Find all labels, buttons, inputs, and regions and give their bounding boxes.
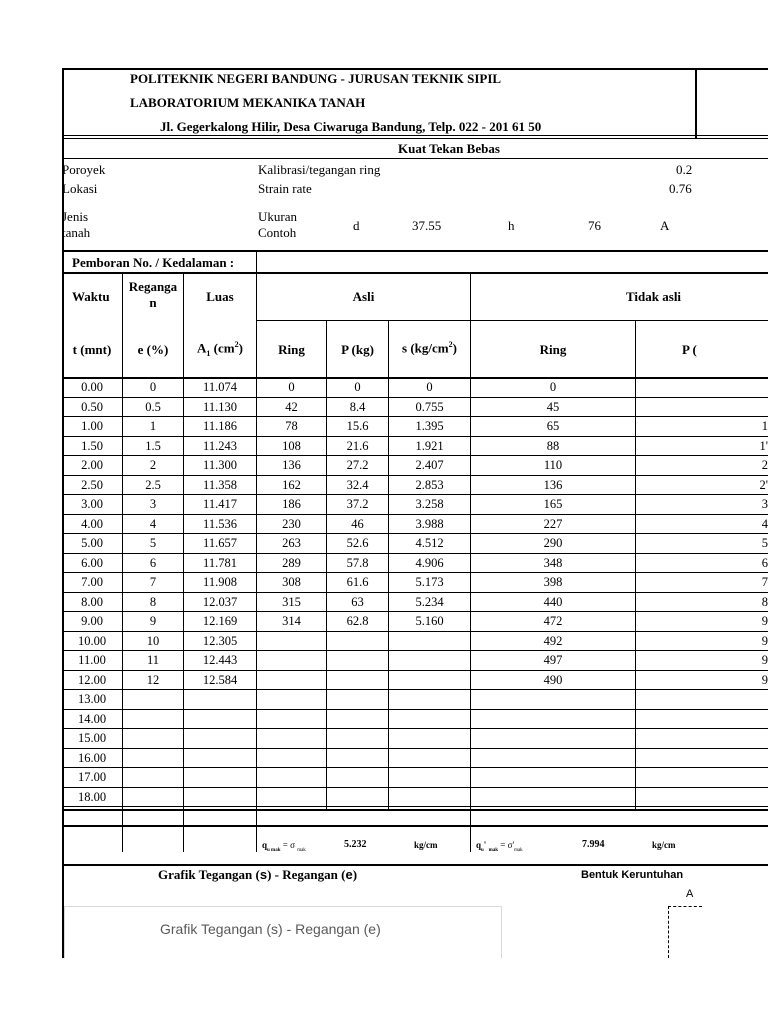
cell-ring2 — [471, 690, 635, 709]
cell-p — [327, 729, 388, 748]
cell-s: 0.755 — [415, 400, 444, 414]
col-header-luas: Luas — [206, 289, 234, 304]
summary-bottom-border — [62, 864, 768, 866]
cell-s: 5.234 — [415, 595, 444, 609]
failure-sketch-frame-top — [668, 906, 702, 908]
cell-a: 11.186 — [203, 419, 237, 433]
tanah-label: tanah — [62, 225, 91, 240]
cell-t: 4.00 — [81, 517, 103, 531]
cell-p: 8.4 — [349, 400, 366, 414]
cell-t: 7.00 — [81, 575, 103, 589]
graph-caption: Grafik Tegangan (s) - Regangan (e) — [158, 867, 358, 882]
header-right-border — [695, 68, 697, 138]
cell-s: 5.173 — [415, 575, 444, 589]
col-header-regangan-1: Reganga — [128, 279, 178, 294]
cell-e: 0.5 — [145, 400, 161, 414]
cell-a: 11.130 — [203, 400, 237, 414]
cell-p2: 2' — [759, 478, 768, 492]
cell-p: 15.6 — [346, 419, 369, 433]
cell-e — [123, 710, 183, 729]
diameter-label: d — [353, 218, 360, 233]
kalibrasi-label: Kalibrasi/tegangan ring — [258, 162, 381, 177]
cell-p2 — [636, 398, 768, 417]
cell-ring: 186 — [282, 497, 301, 511]
cell-t: 3.00 — [81, 497, 103, 511]
cell-s — [389, 632, 470, 651]
cell-t: 16.00 — [77, 751, 107, 765]
bentuk-a-label: A — [686, 888, 694, 900]
cell-p2: 3 — [761, 497, 768, 511]
cell-a — [184, 768, 256, 787]
cell-ring — [257, 690, 326, 709]
cell-ring2: 348 — [543, 556, 563, 570]
cell-t: 1.00 — [81, 419, 103, 433]
col-header-p-remolded: P ( — [682, 342, 697, 357]
strain-rate-value: 0.76 — [669, 181, 692, 196]
cell-p: 32.4 — [346, 478, 369, 492]
cell-p — [327, 710, 388, 729]
diameter-value: 37.55 — [412, 218, 442, 233]
jenis-label: Jenis — [62, 209, 88, 224]
cell-p: 27.2 — [346, 458, 369, 472]
height-label: h — [508, 218, 515, 233]
cell-a: 12.584 — [202, 673, 238, 687]
cell-e: 9 — [149, 614, 157, 628]
cell-s: 0 — [426, 380, 433, 394]
cell-ring2: 490 — [543, 673, 563, 687]
col-header-asli: Asli — [352, 289, 375, 304]
cell-p2 — [636, 378, 768, 397]
cell-p — [327, 651, 388, 670]
cell-p2 — [636, 729, 768, 748]
cell-t: 17.00 — [77, 770, 107, 784]
cell-t: 10.00 — [77, 634, 107, 648]
cell-e — [123, 768, 183, 787]
cell-ring: 315 — [282, 595, 301, 609]
cell-t: 2.00 — [81, 458, 103, 472]
cell-ring2 — [471, 788, 635, 807]
body-bottom-border — [62, 809, 768, 811]
cell-e: 11 — [146, 653, 160, 667]
cell-e: 10 — [146, 634, 160, 648]
header-divider-2 — [62, 138, 768, 139]
cell-a: 11.243 — [203, 439, 237, 453]
cell-s — [389, 788, 470, 807]
cell-p — [327, 768, 388, 787]
cell-e — [123, 749, 183, 768]
cell-e — [123, 690, 183, 709]
header-divider-1 — [62, 135, 768, 136]
cell-ring2: 45 — [546, 400, 560, 414]
col-header-e-unit: e (%) — [137, 342, 169, 357]
cell-s: 4.906 — [415, 556, 444, 570]
cell-e: 1.5 — [145, 439, 161, 453]
cell-a — [184, 788, 256, 807]
row-divider — [62, 826, 768, 827]
cell-s: 1.921 — [415, 439, 444, 453]
bentuk-keruntuhan-label: Bentuk Keruntuhan — [581, 869, 684, 881]
cell-s — [389, 651, 470, 670]
col-header-stress: s $(kg/cm^2)$ — [402, 340, 457, 356]
kalibrasi-value: 0.2 — [676, 162, 693, 177]
cell-e — [123, 729, 183, 748]
cell-p — [327, 632, 388, 651]
cell-a: 12.305 — [202, 634, 238, 648]
qu-formula: $q_{u mak} = \sigma$ $_{mak}$ — [262, 840, 306, 853]
cell-s: 5.160 — [415, 614, 444, 628]
height-value: 76 — [588, 218, 601, 233]
qu-value: 5.232 — [344, 839, 367, 850]
cell-t: 6.00 — [81, 556, 103, 570]
cell-a: 11.657 — [203, 536, 237, 550]
cell-t: 12.00 — [77, 673, 107, 687]
qu-remolded-unit: kg/cm — [652, 840, 676, 850]
cell-s — [389, 749, 470, 768]
pemboran-label: Pemboran No. / Kedalaman : — [72, 255, 235, 270]
cell-p2: 9 — [761, 673, 768, 687]
cell-ring: 314 — [282, 614, 301, 628]
cell-p: 63 — [351, 595, 364, 609]
cell-p: 57.8 — [346, 556, 369, 570]
cell-p2: 1 — [761, 419, 768, 433]
cell-a — [184, 729, 256, 748]
chart-title: Grafik Tegangan (s) - Regangan (e) — [160, 921, 381, 937]
cell-p: 0 — [354, 380, 361, 394]
cell-s: 2.407 — [415, 458, 444, 472]
cell-p2: 9 — [761, 634, 768, 648]
cell-p2: 5 — [761, 536, 768, 550]
cell-ring: 289 — [282, 556, 301, 570]
cell-a: 12.169 — [202, 614, 238, 628]
address-line: Jl. Gegerkalong Hilir, Desa Ciwaruga Bandung, Telp. 022 - 201 61 50 — [160, 119, 542, 134]
cell-p — [327, 788, 388, 807]
cell-t: 9.00 — [81, 614, 103, 628]
cell-ring: 136 — [282, 458, 301, 472]
cell-e: 6 — [149, 556, 157, 570]
cell-ring2: 88 — [546, 439, 560, 453]
col-header-t-unit: t (mnt) — [72, 342, 112, 357]
cell-ring: 42 — [285, 400, 298, 414]
cell-ring: 108 — [282, 439, 301, 453]
cell-ring — [257, 729, 326, 748]
lokasi-label: Lokasi — [62, 181, 98, 196]
col-header-tidak-asli: Tidak asli — [626, 289, 682, 304]
cell-p2: 9 — [761, 614, 768, 628]
cell-s: 3.988 — [415, 517, 444, 531]
cell-p2 — [636, 768, 768, 787]
cell-ring: 0 — [288, 380, 295, 394]
cell-t: 1.50 — [81, 439, 103, 453]
laboratory-title: LABORATORIUM MEKANIKA TANAH — [130, 95, 366, 110]
cell-p: 37.2 — [346, 497, 369, 511]
cell-s — [389, 690, 470, 709]
section-title: Kuat Tekan Bebas — [398, 141, 500, 156]
cell-t: 14.00 — [77, 712, 107, 726]
cell-s — [389, 729, 470, 748]
cell-ring — [257, 671, 326, 690]
cell-ring2 — [471, 729, 635, 748]
cell-ring2: 398 — [543, 575, 563, 589]
cell-t: 8.00 — [81, 595, 103, 609]
cell-e: 2 — [149, 458, 157, 472]
cell-t: 0.50 — [81, 400, 103, 414]
cell-p: 21.6 — [346, 439, 369, 453]
col-header-p-kg: P (kg) — [341, 342, 374, 357]
cell-p2 — [636, 788, 768, 807]
cell-a: 11.536 — [203, 517, 237, 531]
cell-p2: 6 — [761, 556, 768, 570]
cell-e — [123, 788, 183, 807]
cell-a — [184, 710, 256, 729]
cell-p2: 2 — [761, 458, 768, 472]
header-divider-3 — [62, 158, 768, 159]
cell-p — [327, 749, 388, 768]
cell-e: 5 — [149, 536, 157, 550]
cell-ring: 263 — [282, 536, 301, 550]
cell-p: 52.6 — [346, 536, 369, 550]
cell-p — [327, 671, 388, 690]
cell-ring2 — [471, 768, 635, 787]
ukuran-label: Ukuran — [258, 209, 297, 224]
cell-ring2 — [471, 749, 635, 768]
institution-title: POLITEKNIK NEGERI BANDUNG - JURUSAN TEKNIK SIPIL — [130, 71, 502, 86]
cell-p: 62.8 — [346, 614, 369, 628]
cell-e: 7 — [149, 575, 157, 589]
cell-p2: 8 — [761, 595, 768, 609]
cell-a: 11.074 — [203, 380, 237, 394]
cell-a: 11.781 — [203, 556, 237, 570]
cell-p: 61.6 — [346, 575, 369, 589]
cell-p — [327, 690, 388, 709]
cell-e: 1 — [149, 419, 157, 433]
cell-a — [184, 749, 256, 768]
cell-ring: 162 — [282, 478, 301, 492]
cell-s: 4.512 — [415, 536, 444, 550]
cell-ring2: 497 — [543, 653, 563, 667]
cell-e: 3 — [149, 497, 157, 511]
cell-t: 2.50 — [81, 478, 103, 492]
cell-p2 — [636, 749, 768, 768]
cell-ring2: 440 — [543, 595, 563, 609]
cell-a: 11.417 — [203, 497, 237, 511]
strain-rate-label: Strain rate — [258, 181, 312, 196]
cell-p2: 4 — [761, 517, 768, 531]
cell-p2 — [636, 690, 768, 709]
cell-p2: 9 — [761, 653, 768, 667]
cell-t: 0.00 — [81, 380, 103, 394]
cell-s: 2.853 — [415, 478, 444, 492]
lab-sheet — [62, 68, 768, 958]
qu-unit: kg/cm — [414, 840, 438, 850]
pemboran-divider — [256, 250, 257, 272]
cell-t: 5.00 — [81, 536, 103, 550]
col-header-waktu: Waktu — [72, 289, 110, 304]
cell-s — [389, 768, 470, 787]
cell-ring2: 472 — [543, 614, 563, 628]
cell-ring: 308 — [282, 575, 301, 589]
asli-subheader-line — [256, 320, 768, 321]
cell-ring2: 227 — [543, 517, 563, 531]
cell-ring: 230 — [282, 517, 301, 531]
col-header-ring: Ring — [278, 342, 305, 357]
cell-ring2 — [471, 710, 635, 729]
cell-e: 4 — [149, 517, 157, 531]
failure-sketch-frame — [668, 906, 670, 958]
cell-ring2: 0 — [549, 380, 557, 394]
cell-a — [184, 690, 256, 709]
qu-remolded-formula: $q_u'$ $_{mak} = \sigma'_{mak}$ — [476, 840, 523, 853]
cell-ring — [257, 749, 326, 768]
cell-s: 3.258 — [415, 497, 444, 511]
col-header-ring-remolded: Ring — [539, 342, 567, 357]
col-header-regangan-2: n — [149, 295, 157, 310]
cell-t: 15.00 — [77, 731, 107, 745]
cell-ring — [257, 768, 326, 787]
cell-s — [389, 671, 470, 690]
cell-ring2: 492 — [543, 634, 563, 648]
cell-s — [389, 710, 470, 729]
cell-ring — [257, 710, 326, 729]
cell-e: 2.5 — [145, 478, 161, 492]
contoh-label: Contoh — [258, 225, 297, 240]
stress-strain-chart-frame[interactable] — [64, 906, 502, 958]
cell-ring — [257, 632, 326, 651]
cell-ring2: 136 — [543, 478, 563, 492]
cell-a: 12.443 — [202, 653, 238, 667]
cell-ring2: 165 — [543, 497, 563, 511]
cell-ring — [257, 651, 326, 670]
cell-e: 0 — [149, 380, 157, 394]
cell-p2: 7 — [761, 575, 768, 589]
qu-remolded-value: 7.994 — [582, 839, 605, 850]
cell-a: 11.358 — [203, 478, 237, 492]
cell-ring2: 65 — [546, 419, 560, 433]
cell-e: 8 — [149, 595, 157, 609]
cell-a: 12.037 — [202, 595, 238, 609]
area-label: A — [660, 218, 670, 233]
cell-e: 12 — [146, 673, 160, 687]
cell-p2: 1' — [759, 439, 768, 453]
proyek-label: Poroyek — [62, 162, 106, 177]
cell-ring2: 110 — [543, 458, 563, 472]
cell-s: 1.395 — [415, 419, 444, 433]
cell-ring — [257, 788, 326, 807]
cell-t: 18.00 — [77, 790, 107, 804]
pemboran-top-border — [62, 250, 768, 252]
table-top-border — [62, 272, 768, 274]
cell-p2 — [636, 710, 768, 729]
cell-t: 11.00 — [78, 653, 106, 667]
cell-ring: 78 — [285, 419, 298, 433]
cell-a: 11.908 — [203, 575, 237, 589]
cell-p: 46 — [351, 517, 364, 531]
col-header-a-unit: $A_1$ $(cm^2)$ — [197, 340, 243, 358]
cell-ring2: 290 — [543, 536, 563, 550]
sheet-top-border — [62, 68, 768, 70]
cell-a: 11.300 — [203, 458, 237, 472]
cell-t: 13.00 — [77, 692, 107, 706]
